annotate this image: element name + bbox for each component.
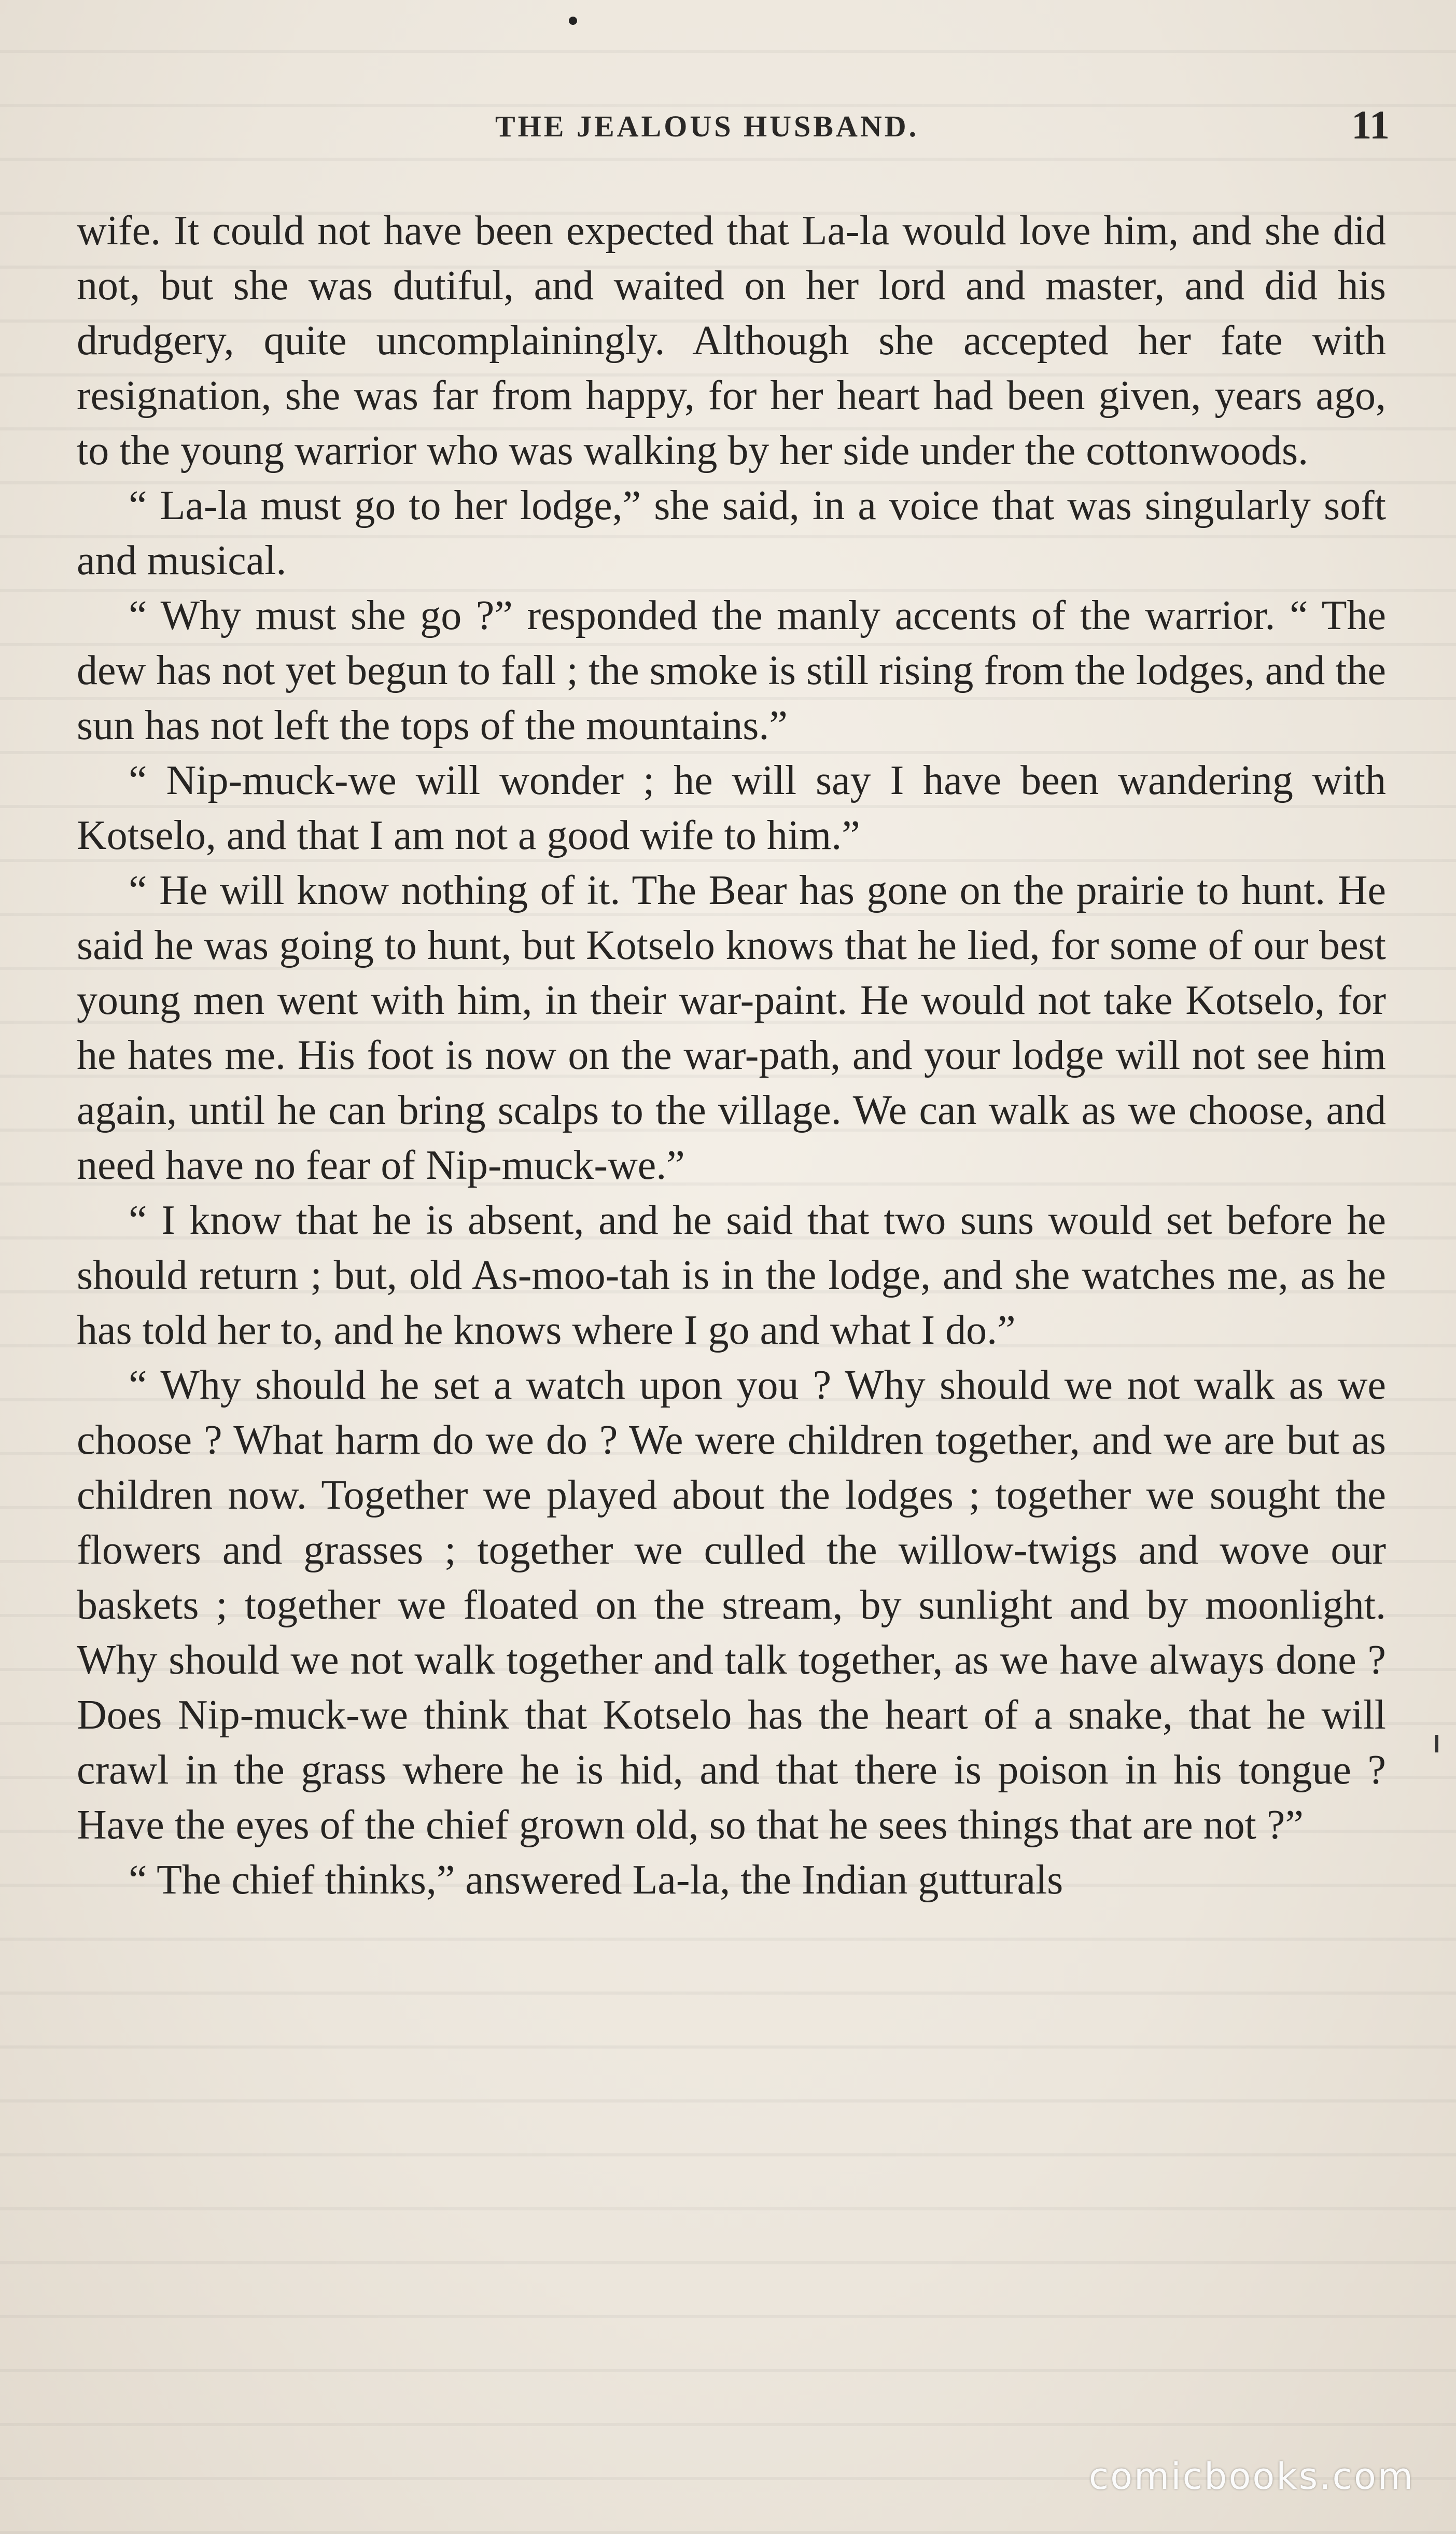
paragraph: wife. It could not have been expected that La-la would love him, and she did not, but she was dutiful, and waited on her lord and master, and did his drudgery, quite uncomplainingly. Although she accepted her fate with resignation, she was far from happy, for her heart had been given, years ago, to the young warrior who was walking by her side under the cottonwoods. [77,208,1386,474]
paragraph: “ I know that he is absent, and he said that two suns would set before he should return ; but, old As-moo-tah is in the lodge, and she watches me, as he has told her to, and he knows where I go and what I do.” [77,1198,1386,1353]
paragraph: “ Nip-muck-we will wonder ; he will say I have been wandering with Kotselo, and that I am not a good wife to him.” [77,758,1386,858]
body-text [77,203,1386,1908]
ink-dot [569,17,577,25]
paragraph: “ Why must she go ?” responded the manly accents of the warrior. “ The dew has not yet begun to fall ; the smoke is still rising from the lodges, and the sun has not left the tops of the mountains.” [77,593,1386,748]
paragraph: “ La-la must go to her lodge,” she said, in a voice that was singularly soft and musical. [77,483,1386,583]
watermark: comicbooks.com [1088,2455,1415,2498]
page-number: 11 [1351,102,1390,147]
paragraph: “ He will know nothing of it. The Bear has gone on the prairie to hunt. He said he was going to hunt, but Kotselo knows that he lied, for some of our best young men went with him, in their war-paint. He would not take Kotselo, for he hates me. His foot is now on the war-path, and your lodge will not see him again, until he can bring scalps to the village. We can walk as we choose, and need have no fear of Nip-muck-we.” [77,868,1386,1188]
margin-mark [1435,1735,1438,1752]
paragraph: “ Why should he set a watch upon you ? Why should we not walk as we choose ? What harm do we do ? We were children together, and we are but as children now. Together we played about the lodges ; together we sought the flowers and grasses ; together we culled the willow-twigs and wove our baskets ; together we floated on the stream, by sunlight and by moonlight. Why should we not walk together and talk together, as we have always done ? Does Nip-muck-we think that Kotselo has the heart of a snake, that he will crawl in the grass where he is hid, and that there is poison in his tongue ? Have the eyes of the chief grown old, so that he sees things that are not ?” [77,1362,1386,1848]
running-head: THE JEALOUS HUSBAND. [495,109,919,143]
paragraph: “ The chief thinks,” answered La-la, the Indian gutturals [129,1857,1063,1903]
